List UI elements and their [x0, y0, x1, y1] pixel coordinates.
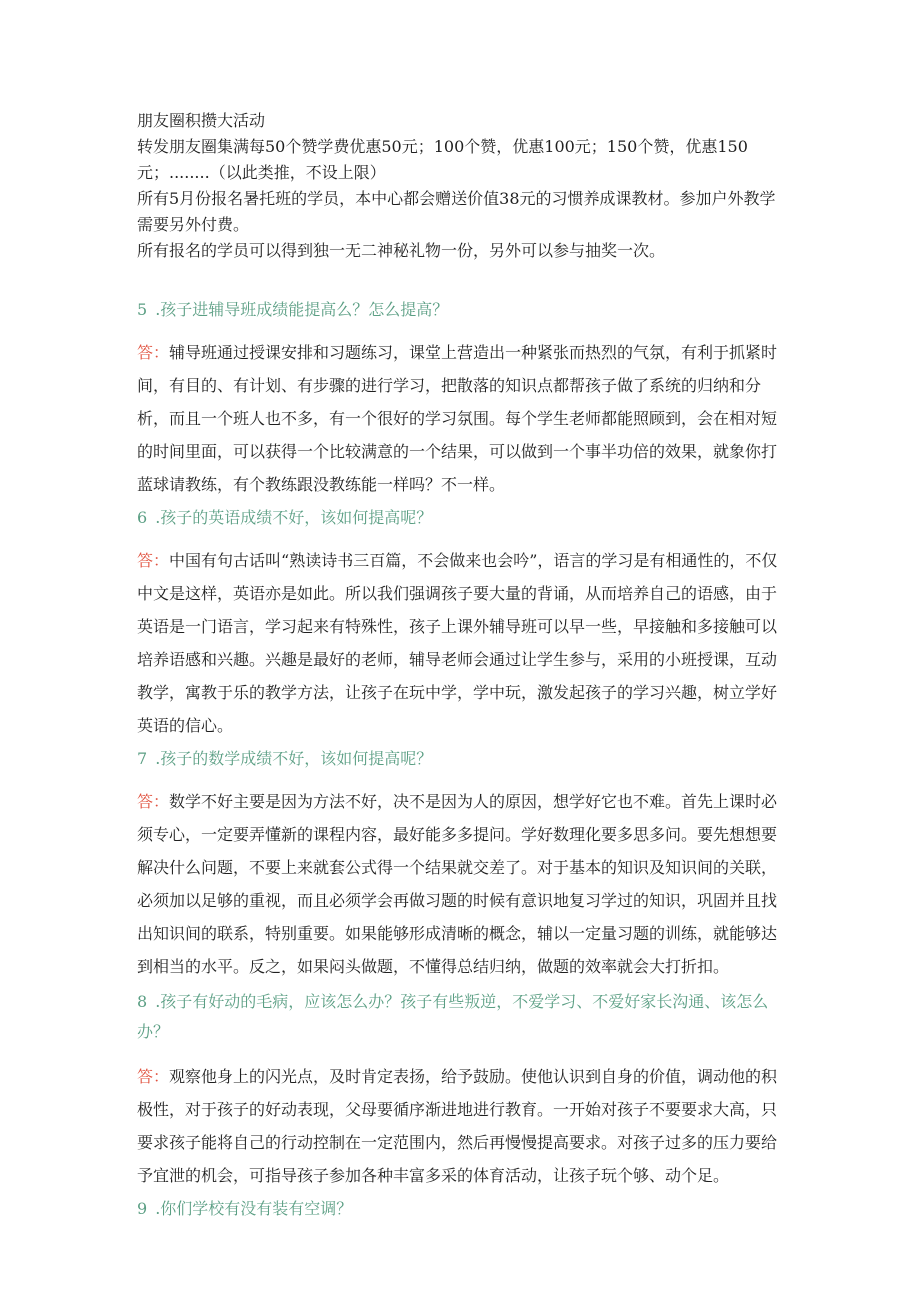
- answer-7: [137, 785, 787, 983]
- answer-label: 答：: [137, 343, 170, 362]
- question-number: 9: [137, 1199, 148, 1218]
- question-5: [137, 297, 787, 323]
- question-8: [137, 987, 787, 1047]
- question-number: 7: [137, 749, 148, 768]
- document-page: [137, 108, 787, 1222]
- question-text: .孩子的数学成绩不好，该如何提高呢？: [155, 749, 433, 768]
- question-text: .孩子有好动的毛病，应该怎么办？孩子有些叛逆，不爱学习、不爱好家长沟通、该怎么办？: [137, 992, 769, 1041]
- intro-paragraph-lottery: 所有报名的学员可以得到独一无二神秘礼物一份，另外可以参与抽奖一次。: [137, 241, 666, 260]
- question-number: 8: [137, 992, 148, 1011]
- question-9: [137, 1196, 787, 1222]
- intro-paragraph-likes: 转发朋友圈集满每50个赞学费优惠50元；100个赞，优惠100元；150个赞，优惠150元；........（以此类推，不设上限）: [137, 137, 748, 182]
- answer-8: [137, 1060, 787, 1192]
- answer-6: [137, 544, 787, 742]
- question-number: 6: [137, 508, 148, 527]
- answer-text: 数学不好主要是因为方法不好，决不是因为人的原因，想学好它也不难。首先上课时必须专心，一定要弄懂新的课程内容，最好能多多提问。学好数理化要多思多问。要先想想要解决什么问题，不要上来就套公式得一个结果就交差了。对于基本的知识及知识间的关联，必须加以足够的重视，而且必须学会再做习题的时候有意识地复习学过的知识，巩固并且找出知识间的联系，特别重要。如果能够形成清晰的概念，辅以一定量习题的训练，就能够达到相当的水平。反之，如果闷头做题，不懂得总结归纳，做题的效率就会大打折扣。: [137, 792, 778, 976]
- question-6: [137, 505, 787, 531]
- question-7: [137, 746, 787, 772]
- answer-text: 观察他身上的闪光点，及时肯定表扬，给予鼓励。使他认识到自身的价值，调动他的积极性，对于孩子的好动表现，父母要循序渐进地进行教育。一开始对孩子不要要求大高，只要求孩子能将自己的行动控制在一定范围内，然后再慢慢提高要求。对孩子过多的压力要给予宜泄的机会，可指导孩子参加各种丰富多采的体育活动，让孩子玩个够、动个足。: [137, 1067, 778, 1185]
- intro-paragraph-gift: 所有5月份报名暑托班的学员，本中心都会赠送价值38元的习惯养成课教材。参加户外教学需要另外付费。: [137, 189, 776, 234]
- question-text: .孩子进辅导班成绩能提高么？怎么提高？: [155, 300, 449, 319]
- intro-title: 朋友圈积攒大活动: [137, 111, 266, 130]
- answer-text: 中国有句古话叫“熟读诗书三百篇，不会做来也会吟”，语言的学习是有相通性的，不仅中文是这样，英语亦是如此。所以我们强调孩子要大量的背诵，从而培养自己的语感，由于英语是一门语言，学习起来有特殊性，孩子上课外辅导班可以早一些，早接触和多接触可以培养语感和兴趣。兴趣是最好的老师，辅导老师会通过让学生参与，采用的小班授课，互动教学，寓教于乐的教学方法，让孩子在玩中学，学中玩，激发起孩子的学习兴趣，树立学好英语的信心。: [137, 551, 778, 735]
- question-text: .你们学校有没有装有空调？: [155, 1199, 353, 1218]
- answer-5: [137, 336, 787, 501]
- answer-label: 答：: [137, 792, 170, 811]
- intro-section: [137, 108, 787, 264]
- answer-label: 答：: [137, 1067, 170, 1086]
- question-number: 5: [137, 300, 148, 319]
- answer-text: 辅导班通过授课安排和习题练习，课堂上营造出一种紧张而热烈的气氛，有利于抓紧时间，有目的、有计划、有步骤的进行学习，把散落的知识点都帮孩子做了系统的归纳和分析，而且一个班人也不多，有一个很好的学习氛围。每个学生老师都能照顾到，会在相对短的时间里面，可以获得一个比较满意的一个结果，可以做到一个事半功倍的效果，就象你打蓝球请教练，有个教练跟没教练能一样吗？不一样。: [137, 343, 778, 494]
- answer-label: 答：: [137, 551, 170, 570]
- question-text: .孩子的英语成绩不好，该如何提高呢？: [155, 508, 433, 527]
